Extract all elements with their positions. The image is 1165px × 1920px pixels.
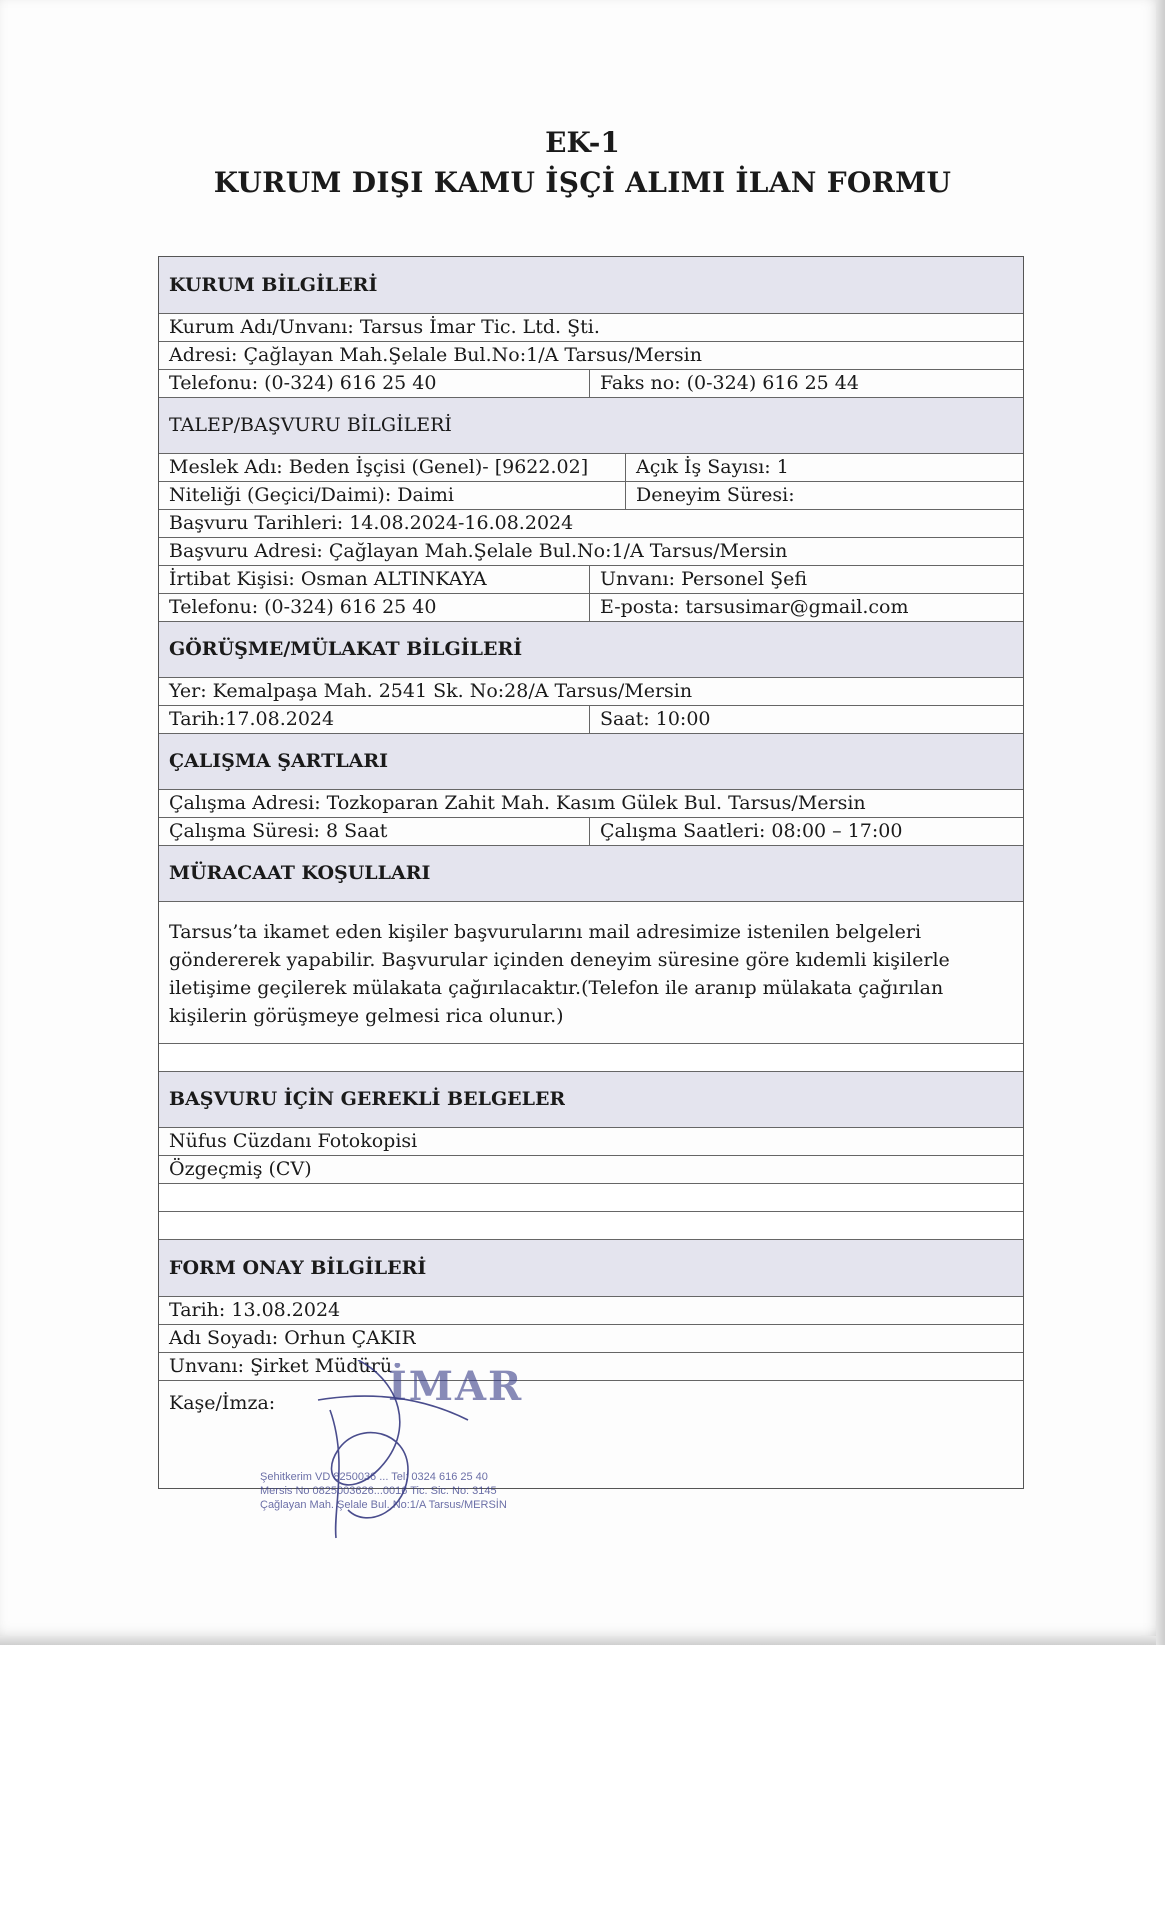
onay-tarih: Tarih: 13.08.2024 xyxy=(169,1299,341,1321)
kase-imza-label: Kaşe/İmza: xyxy=(169,1392,276,1414)
kurum-adres: Adresi: Çağlayan Mah.Şelale Bul.No:1/A Tarsus/Mersin xyxy=(169,344,702,366)
kurum-telefon: Telefonu: (0-324) 616 25 40 xyxy=(169,372,437,394)
row-nitelik xyxy=(159,482,1023,510)
gorusme-tarih: Tarih:17.08.2024 xyxy=(169,708,335,730)
stamp-logo: İMAR xyxy=(388,1363,524,1410)
irtibat-eposta: E-posta: tarsusimar@gmail.com xyxy=(589,594,1023,621)
calisma-adresi: Çalışma Adresi: Tozkoparan Zahit Mah. Kasım Gülek Bul. Tarsus/Mersin xyxy=(169,792,866,814)
announcement-form xyxy=(158,256,1024,1489)
page-edge-bottom xyxy=(0,1636,1165,1645)
row-irtibat-telefon xyxy=(159,594,1023,622)
section-calisma-header xyxy=(159,734,1023,790)
belge-item: Nüfus Cüzdanı Fotokopisi xyxy=(169,1130,418,1152)
irtibat-unvani: Unvanı: Personel Şefi xyxy=(589,566,1023,593)
section-belgeler-header xyxy=(159,1072,1023,1128)
section-title: GÖRÜŞME/MÜLAKAT BİLGİLERİ xyxy=(169,638,523,660)
row-belge xyxy=(159,1128,1023,1156)
niteligi: Niteliği (Geçici/Daimi): Daimi xyxy=(169,484,454,506)
row-empty xyxy=(159,1044,1023,1072)
section-title: ÇALIŞMA ŞARTLARI xyxy=(169,750,389,772)
row-irtibat xyxy=(159,566,1023,594)
row-meslek xyxy=(159,454,1023,482)
calisma-saatleri: Çalışma Saatleri: 08:00 – 17:00 xyxy=(589,818,1023,845)
row-kurum-adi xyxy=(159,314,1023,342)
stamp-line: Çağlayan Mah. Şelale Bul. No:1/A Tarsus/MERSİN xyxy=(260,1499,507,1511)
section-muracaat-header xyxy=(159,846,1023,902)
kurum-adi: Kurum Adı/Unvanı: Tarsus İmar Tic. Ltd. Şti. xyxy=(169,316,600,338)
row-kurum-telefon xyxy=(159,370,1023,398)
kurum-faks: Faks no: (0-324) 616 25 44 xyxy=(589,370,1023,397)
row-empty xyxy=(159,1184,1023,1212)
stamp-line: Şehitkerim VD 8250036 ... Tel: 0324 616 25 40 xyxy=(260,1471,488,1483)
row-calisma-suresi xyxy=(159,818,1023,846)
row-onay-unvan xyxy=(159,1353,1023,1381)
section-gorusme-header xyxy=(159,622,1023,678)
irtibat-telefon: Telefonu: (0-324) 616 25 40 xyxy=(169,596,437,618)
meslek-adi: Meslek Adı: Beden İşçisi (Genel)- [9622.02] xyxy=(169,456,589,478)
row-onay-adi xyxy=(159,1325,1023,1353)
section-kurum-header xyxy=(159,257,1023,314)
form-title: KURUM DIŞI KAMU İŞÇİ ALIMI İLAN FORMU xyxy=(213,166,952,199)
gorusme-saat: Saat: 10:00 xyxy=(589,706,1023,733)
section-title: BAŞVURU İÇİN GEREKLİ BELGELER xyxy=(169,1088,566,1110)
row-basvuru-tarihleri xyxy=(159,510,1023,538)
section-talep-header xyxy=(159,398,1023,454)
row-onay-tarih xyxy=(159,1297,1023,1325)
basvuru-adresi: Başvuru Adresi: Çağlayan Mah.Şelale Bul.No:1/A Tarsus/Mersin xyxy=(169,540,788,562)
acik-is-sayisi: Açık İş Sayısı: 1 xyxy=(625,454,1023,481)
calisma-suresi: Çalışma Süresi: 8 Saat xyxy=(169,820,388,842)
row-belge xyxy=(159,1156,1023,1184)
row-kurum-adres xyxy=(159,342,1023,370)
section-title: MÜRACAAT KOŞULLARI xyxy=(169,862,431,884)
row-basvuru-adresi xyxy=(159,538,1023,566)
section-onay-header xyxy=(159,1240,1023,1297)
page-edge-right xyxy=(1156,0,1165,1645)
belge-item: Özgeçmiş (CV) xyxy=(169,1158,312,1180)
muracaat-kosullari: Tarsus’ta ikamet eden kişiler başvurularını mail adresimize istenilen belgeleri göndererek yapabilir. Başvurular içinden deneyim süresine göre kıdemli kişilerle iletişime geçilerek mülakata çağırılacaktır.(Telefon ile aranıp mülakata çağırılan kişilerin görüşmeye gelmesi rica olunur.) xyxy=(169,921,950,1027)
gorusme-yer: Yer: Kemalpaşa Mah. 2541 Sk. No:28/A Tarsus/Mersin xyxy=(169,680,693,702)
row-calisma-adresi xyxy=(159,790,1023,818)
section-title: FORM ONAY BİLGİLERİ xyxy=(169,1256,427,1279)
irtibat-kisisi: İrtibat Kişisi: Osman ALTINKAYA xyxy=(169,568,487,590)
onay-unvan: Unvanı: Şirket Müdürü xyxy=(169,1355,393,1377)
onay-adi-soyadi: Adı Soyadı: Orhun ÇAKIR xyxy=(169,1327,416,1349)
basvuru-tarihleri: Başvuru Tarihleri: 14.08.2024-16.08.2024 xyxy=(169,512,574,534)
section-title: TALEP/BAŞVURU BİLGİLERİ xyxy=(169,414,452,436)
stamp-line: Mersis No 0825003626...0016 Tic. Sic. No: 3145 xyxy=(260,1485,497,1497)
deneyim-suresi: Deneyim Süresi: xyxy=(625,482,1023,509)
row-gorusme-tarih xyxy=(159,706,1023,734)
form-code: EK-1 xyxy=(545,126,620,159)
row-gorusme-yer xyxy=(159,678,1023,706)
row-muracaat-text xyxy=(159,902,1023,1044)
section-title: KURUM BİLGİLERİ xyxy=(169,273,378,296)
row-kase-imza xyxy=(159,1381,1023,1488)
row-empty xyxy=(159,1212,1023,1240)
